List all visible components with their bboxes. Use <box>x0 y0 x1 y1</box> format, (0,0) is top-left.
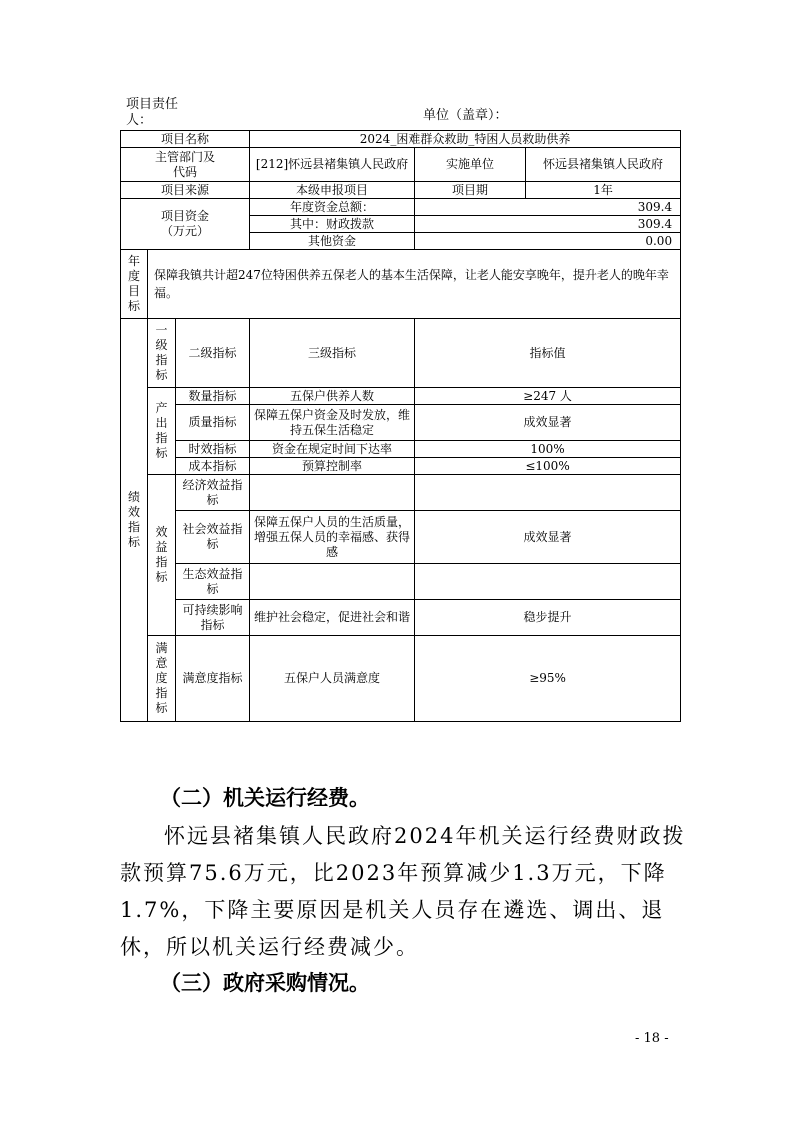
table-row-l2: 社会效益指标 <box>176 511 250 564</box>
table-row-l3: 预算控制率 <box>250 458 415 475</box>
table-row-l2: 可持续影响指标 <box>176 600 250 636</box>
table-row-value <box>415 475 681 511</box>
table-row-value: 成效显著 <box>415 511 681 564</box>
table-row-value: 稳步提升 <box>415 600 681 636</box>
table-row-l2: 成本指标 <box>176 458 250 475</box>
impl-unit-value: 怀远县褚集镇人民政府 <box>526 148 681 182</box>
fund-fiscal-value: 309.4 <box>415 216 681 233</box>
value-header: 指标值 <box>415 319 681 388</box>
fund-other-label: 其他资金 <box>250 233 415 250</box>
table-row-l3 <box>250 564 415 600</box>
table-row-l3 <box>250 475 415 511</box>
table-row-value: 100% <box>415 441 681 458</box>
period-value: 1年 <box>526 182 681 199</box>
source-label: 项目来源 <box>121 182 250 199</box>
unit-stamp-label: 单位（盖章）： <box>423 108 508 123</box>
period-label: 项目期 <box>415 182 526 199</box>
table-row-l2: 生态效益指标 <box>176 564 250 600</box>
perf-label: 绩 效 指 标 <box>121 319 148 722</box>
goal-text: 保障我镇共计超247位特困供养五保老人的基本生活保障，让老人能安享晚年，提升老人的晚年幸福。 <box>148 250 681 319</box>
responsible-label: 项目责任 人： <box>126 97 179 128</box>
fund-other-value: 0.00 <box>415 233 681 250</box>
table-row-l3: 五保户人员满意度 <box>250 636 415 722</box>
table-row-l2: 质量指标 <box>176 405 250 441</box>
performance-target-table <box>120 130 681 722</box>
table-row-value <box>415 564 681 600</box>
table-row-l3: 五保户供养人数 <box>250 388 415 405</box>
section2-paragraph: 怀远县褚集镇人民政府2024年机关运行经费财政拨款预算75.6万元，比2023年预算减少1.3万元，下降1.7%，下降主要原因是机关人员存在遴选、调出、退休，所以机关运行经费减少。 <box>120 824 686 959</box>
table-row-l3: 维护社会稳定，促进社会和谐 <box>250 600 415 636</box>
table-row-l2: 满意度指标 <box>176 636 250 722</box>
table-row-l3: 保障五保户人员的生活质量，增强五保人员的幸福感、获得感 <box>250 511 415 564</box>
table-row-l3: 资金在规定时间下达率 <box>250 441 415 458</box>
satisfaction-label: 满 意 度 指 标 <box>148 636 176 722</box>
page-number: - 18 - <box>635 1031 669 1046</box>
table-row-l2: 经济效益指标 <box>176 475 250 511</box>
output-label: 产 出 指 标 <box>148 388 176 475</box>
fund-total-label: 年度资金总额： <box>250 199 415 216</box>
table-row-value: ≥95% <box>415 636 681 722</box>
fund-label: 项目资金 （万元） <box>121 199 250 250</box>
level1-header: 一 级 指 标 <box>148 319 176 388</box>
level3-header: 三级指标 <box>250 319 415 388</box>
table-row-value: 成效显著 <box>415 405 681 441</box>
source-value: 本级申报项目 <box>250 182 415 199</box>
project-name-value: 2024_困难群众救助_特困人员救助供养 <box>250 131 681 148</box>
fund-fiscal-label: 其中：财政拨款 <box>250 216 415 233</box>
dept-label: 主管部门及 代码 <box>121 148 250 182</box>
project-name-label: 项目名称 <box>121 131 250 148</box>
table-row-l2: 数量指标 <box>176 388 250 405</box>
section3-title: （三）政府采购情况。 <box>160 970 370 995</box>
table-row-l3: 保障五保户资金及时发放，维持五保生活稳定 <box>250 405 415 441</box>
goal-label: 年 度 目 标 <box>121 250 148 319</box>
dept-value: [212]怀远县褚集镇人民政府 <box>250 148 415 182</box>
section2-title: （二）机关运行经费。 <box>160 785 370 810</box>
impl-unit-label: 实施单位 <box>415 148 526 182</box>
fund-total-value: 309.4 <box>415 199 681 216</box>
table-row-value: ≤100% <box>415 458 681 475</box>
table-row-value: ≥247 人 <box>415 388 681 405</box>
level2-header: 二级指标 <box>176 319 250 388</box>
benefit-label: 效 益 指 标 <box>148 475 176 636</box>
table-row-l2: 时效指标 <box>176 441 250 458</box>
